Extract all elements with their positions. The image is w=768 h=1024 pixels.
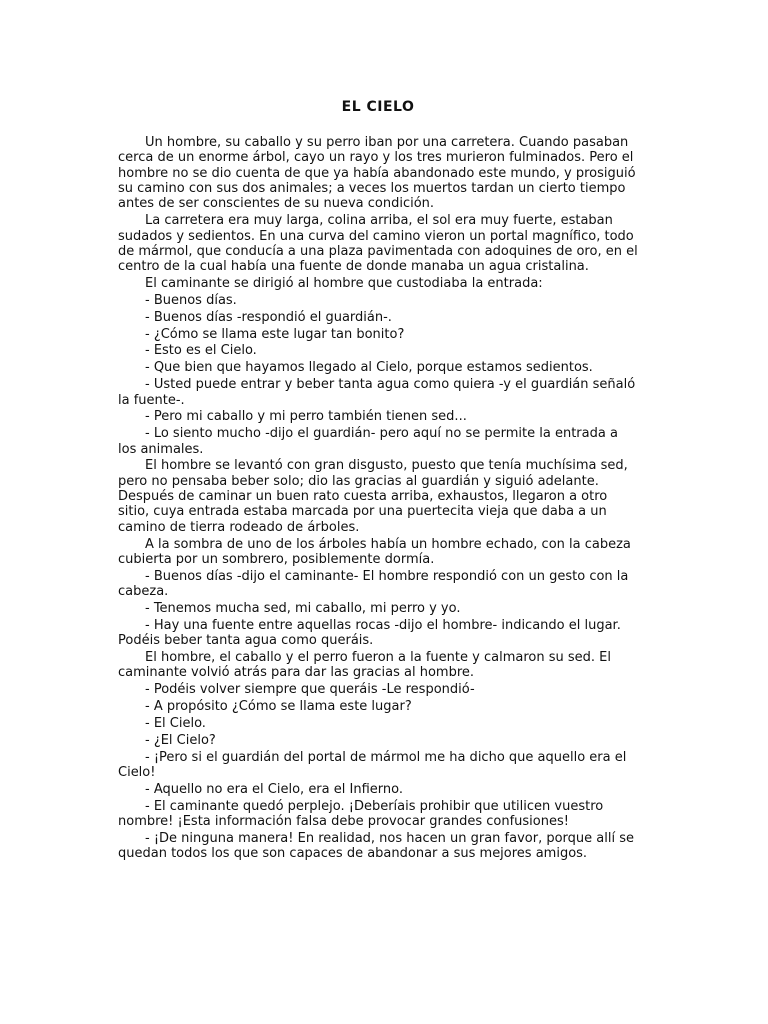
document-page bbox=[118, 98, 638, 863]
dialogue-line: - Lo siento mucho -dijo el guardián- pero aquí no se permite la entrada a los animales. bbox=[118, 426, 618, 457]
dialogue-line: - Buenos días -dijo el caminante- El hombre respondió con un gesto con la cabeza. bbox=[118, 568, 629, 600]
dialogue-line: - Buenos días. bbox=[145, 292, 237, 308]
dialogue-line: - Podéis volver siempre que queráis -Le respondió- bbox=[145, 682, 475, 698]
paragraph: A la sombra de uno de los árboles había un hombre echado, con la cabeza cubierta por un sombrero, posiblemente dormía. bbox=[118, 536, 631, 567]
dialogue-line: - ¿El Cielo? bbox=[145, 732, 216, 748]
dialogue-line: - ¿Cómo se llama este lugar tan bonito? bbox=[145, 326, 405, 342]
paragraph: La carretera era muy larga, colina arriba, el sol era muy fuerte, estaban sudados y sedientos. En una curva del camino vieron un portal magnífico, todo de mármol, que conducía a una plaza pavimentada con adoquines de oro, en el centro de la cual había una fuente de donde manaba un agua cristalina. bbox=[118, 213, 638, 275]
dialogue-line: - Tenemos mucha sed, mi caballo, mi perro y yo. bbox=[145, 600, 461, 616]
dialogue-line: - Aquello no era el Cielo, era el Infierno. bbox=[145, 781, 403, 797]
dialogue-line: - El caminante quedó perplejo. ¡Deberíais prohibir que utilicen vuestro nombre! ¡Esta información falsa debe provocar grandes confusiones! bbox=[118, 798, 604, 829]
dialogue-line: - Buenos días -respondió el guardián-. bbox=[145, 309, 392, 325]
document-title: EL CIELO bbox=[341, 99, 415, 115]
dialogue-line: - ¡Pero si el guardián del portal de mármol me ha dicho que aquello era el Cielo! bbox=[118, 749, 627, 780]
document-body bbox=[118, 135, 638, 861]
dialogue-line: - El Cielo. bbox=[145, 715, 206, 731]
dialogue-line: - Pero mi caballo y mi perro también tienen sed... bbox=[145, 409, 467, 425]
dialogue-line: - A propósito ¿Cómo se llama este lugar? bbox=[145, 699, 412, 715]
dialogue-line: - ¡De ninguna manera! En realidad, nos hacen un gran favor, porque allí se quedan todos los que son capaces de abandonar a sus mejores amigos. bbox=[118, 830, 634, 862]
dialogue-line: - Usted puede entrar y beber tanta agua como quiera -y el guardián señaló la fuente-. bbox=[118, 377, 636, 408]
dialogue-line: - Que bien que hayamos llegado al Cielo, porque estamos sedientos. bbox=[145, 360, 593, 376]
dialogue-line: - Hay una fuente entre aquellas rocas -dijo el hombre- indicando el lugar. Podéis beber tanta agua como queráis. bbox=[118, 617, 621, 649]
paragraph: El caminante se dirigió al hombre que custodiaba la entrada: bbox=[145, 276, 543, 292]
paragraph: Un hombre, su caballo y su perro iban por una carretera. Cuando pasaban cerca de un enorme árbol, cayo un rayo y los tres murieron fulminados. Pero el hombre no se dio cuenta de que ya había abandonado este mundo, y prosiguió su camino con sus dos animales; a veces los muertos tardan un cierto tiempo antes de ser conscientes de su nueva condición. bbox=[118, 135, 636, 212]
paragraph: El hombre, el caballo y el perro fueron a la fuente y calmaron su sed. El caminante volvió atrás para dar las gracias al hombre. bbox=[118, 650, 611, 681]
dialogue-line: - Esto es el Cielo. bbox=[145, 343, 257, 359]
paragraph: El hombre se levantó con gran disgusto, puesto que tenía muchísima sed, pero no pensaba beber solo; dio las gracias al guardián y siguió adelante. Después de caminar un buen rato cuesta arriba, exhaustos, llegaron a otro sitio, cuya entrada estaba marcada por una puertecita vieja que daba a un camino de tierra rodeado de árboles. bbox=[118, 458, 628, 535]
